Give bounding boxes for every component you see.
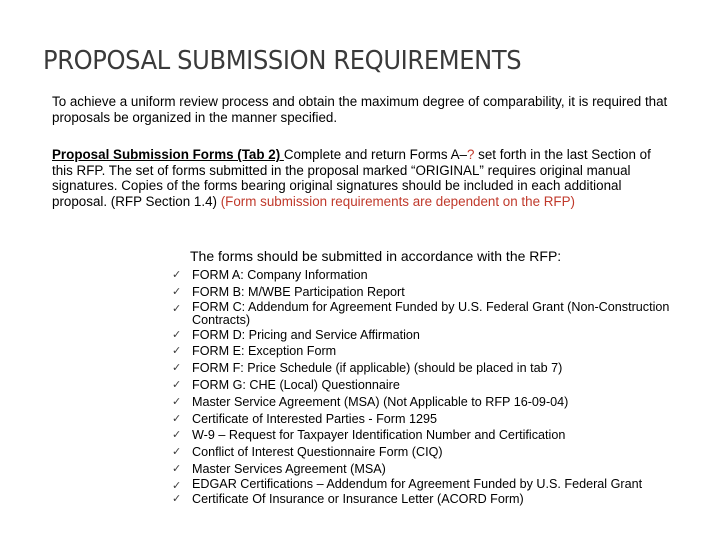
forms-subheading: The forms should be submitted in accordance with the RFP: (190, 248, 562, 264)
list-item (170, 377, 670, 394)
checkmark-icon: ✓ (172, 479, 182, 492)
list-item (170, 478, 670, 491)
checkmark-icon: ✓ (172, 492, 182, 505)
list-item (170, 427, 670, 444)
list-item (170, 284, 670, 301)
section-question-mark: ? (466, 147, 475, 162)
checkmark-icon: ✓ (172, 285, 182, 298)
list-item (170, 411, 670, 428)
form-item-label: FORM D: Pricing and Service Affirmation (192, 327, 420, 342)
list-item (170, 327, 670, 344)
checkmark-icon: ✓ (172, 269, 182, 281)
section-paragraph (52, 147, 672, 209)
checkmark-icon: ✓ (172, 395, 182, 408)
intro-paragraph: To achieve a uniform review process and obtain the maximum degree of comparability, it is required that proposals be organized in the manner specified. (52, 94, 668, 125)
list-item (170, 301, 670, 327)
list-item (170, 444, 670, 461)
form-item-label: FORM F: Price Schedule (if applicable) (should be placed in tab 7) (192, 361, 563, 376)
form-item-label: Master Service Agreement (MSA) (Not Applicable to RFP 16-09-04) (192, 394, 569, 409)
list-item (170, 491, 670, 508)
checkmark-icon: ✓ (172, 345, 182, 358)
form-item-label: FORM B: M/WBE Participation Report (192, 284, 405, 299)
section-body: Complete and return Forms A– (283, 147, 467, 162)
list-item (170, 360, 670, 377)
form-item-label: FORM G: CHE (Local) Questionnaire (192, 377, 400, 392)
form-item-label: FORM A: Company Information (192, 268, 368, 282)
form-item-label: FORM E: Exception Form (192, 344, 337, 359)
list-item (170, 267, 670, 284)
form-item-label: Master Services Agreement (MSA) (192, 461, 386, 476)
form-item-label: Certificate Of Insurance or Insurance Letter (ACORD Form) (192, 491, 524, 506)
page-title: PROPOSAL SUBMISSION REQUIREMENTS (43, 46, 522, 76)
checkmark-icon: ✓ (172, 429, 182, 442)
checkmark-icon: ✓ (172, 362, 182, 375)
form-item-label: W-9 – Request for Taxpayer Identification Number and Certification (192, 428, 566, 443)
section-heading: Proposal Submission Forms (Tab 2) (52, 147, 284, 162)
form-item-label: Conflict of Interest Questionnaire Form (CIQ) (192, 445, 443, 460)
checkmark-icon: ✓ (172, 462, 182, 475)
forms-list (170, 267, 670, 508)
list-item (170, 394, 670, 411)
form-item-label: EDGAR Certifications – Addendum for Agreement Funded by U.S. Federal Grant (192, 476, 643, 491)
section-body-continued: set forth in the last Section of this RFP. The set of forms submitted in the proposal marked “ORIGINAL” requires original manual signatures. Copies of the forms bearing original signatures should be included in each additional proposal. (RFP Section 1.4) (52, 147, 651, 209)
checkmark-icon: ✓ (172, 328, 182, 341)
checkmark-icon: ✓ (172, 446, 182, 459)
checkmark-icon: ✓ (172, 302, 182, 315)
checkmark-icon: ✓ (172, 378, 182, 391)
section-note: (Form submission requirements are dependent on the RFP) (220, 193, 575, 209)
list-item (170, 461, 670, 478)
list-item (170, 343, 670, 360)
form-item-label: FORM C: Addendum for Agreement Funded by U.S. Federal Grant (Non-Construction Contracts) (192, 299, 670, 327)
checkmark-icon: ✓ (172, 412, 182, 425)
form-item-label: Certificate of Interested Parties - Form 1295 (192, 411, 437, 426)
